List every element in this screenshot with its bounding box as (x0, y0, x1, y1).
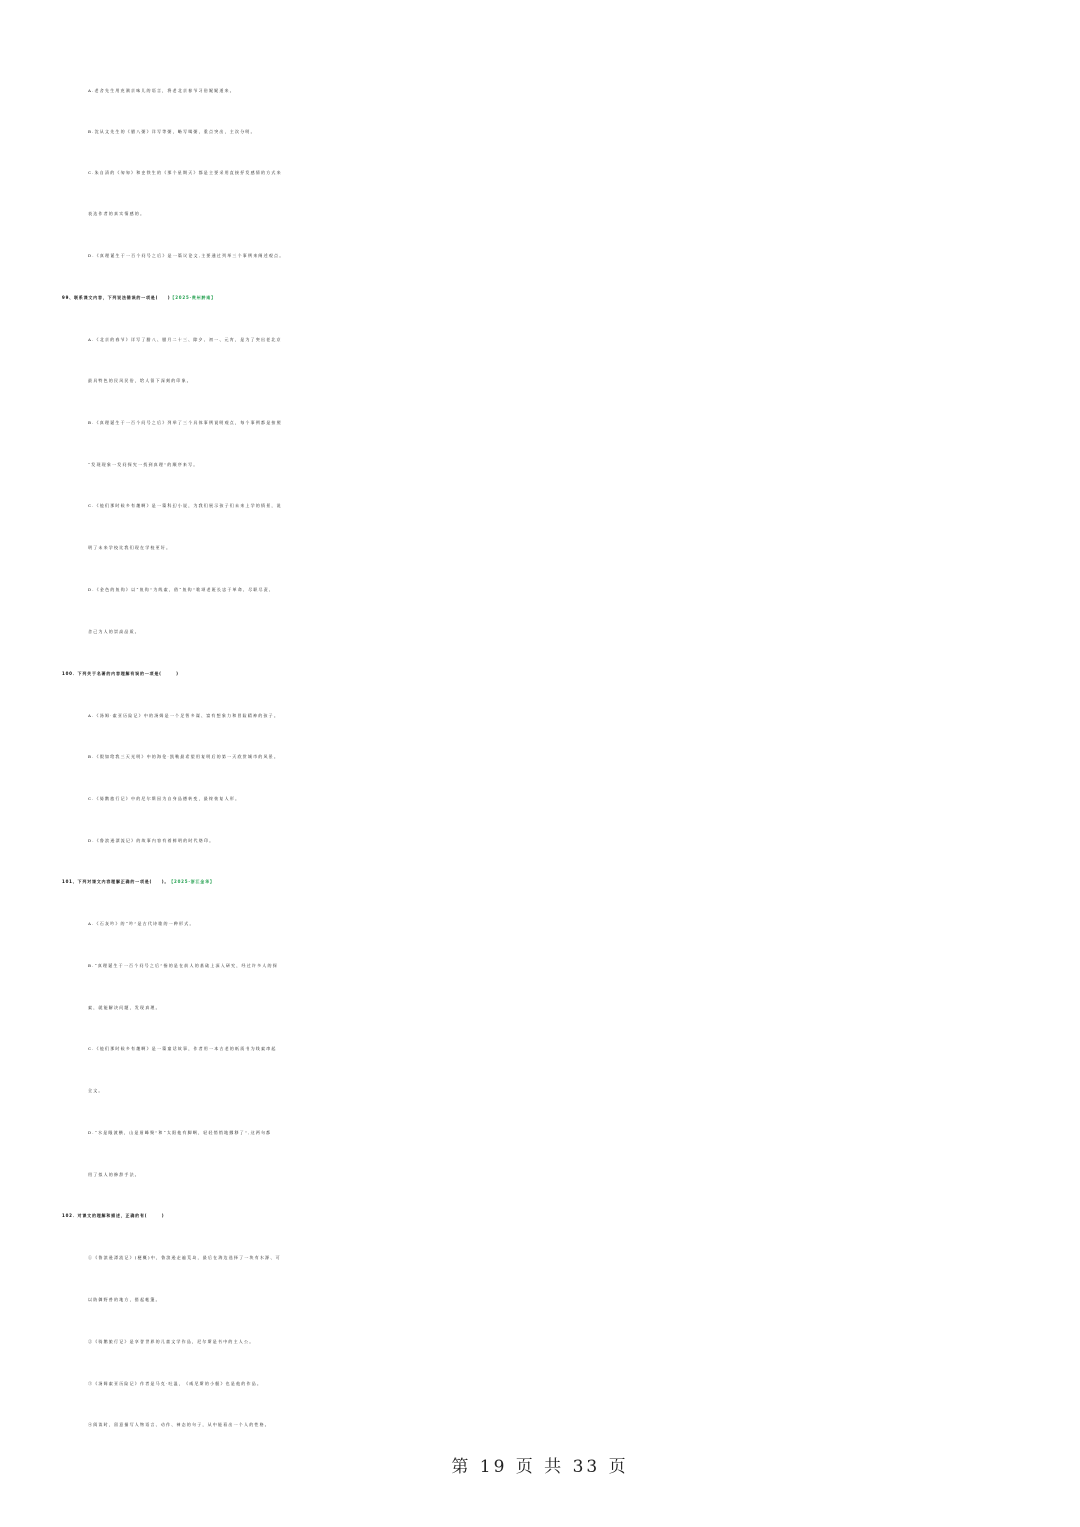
question-99-stem (0, 283, 1080, 313)
q101-option-c-line2: 全文。 (88, 1088, 104, 1093)
q99-option-b-line2: “发现现象一发问探究一找到真理”的顺序来写。 (88, 462, 199, 467)
question-101-stem (0, 867, 1080, 897)
q99-option-c-line2: 明了未来学校比我们现在学校更好。 (88, 545, 172, 550)
question-101-text: 101、下列对课文内容理解正确的一项是( )。 (62, 879, 170, 884)
q101-option-c-line1: C.《他们那时候多有趣啊》是一篇童话故事，作者用一本古老的纸质书为线索串起 (88, 1046, 277, 1051)
q102-item-1-line2: 以防御野兽的地方，搭起帐篷。 (88, 1297, 161, 1302)
q98-option-d: D.《真理诞生于一百个问号之后》是一篇议论文,主要通过列举三个事例来阐述观点。 (88, 253, 285, 258)
q101-option-b-line2: 索，就能解决问题，发现真理。 (88, 1005, 161, 1010)
q98-option-c-line2: 表达作者的真实情感的。 (88, 211, 146, 216)
question-100-stem: 100．下列关于名著的内容理解有误的一项是( ) (62, 671, 179, 676)
q98-option-b: B.沈从文先生的《腊八粥》详写等粥，略写喝粥，重点突出，主次分明。 (88, 129, 256, 134)
q98-option-a: A.老舍先生用充满京味儿的语言，将老北京春节习俗娓娓道来。 (88, 88, 235, 93)
q99-option-d-line2: 舍己为人的崇高品质。 (88, 629, 140, 634)
q99-option-a-line2: 最具特色的民风民俗，给人留下深刻的印象。 (88, 378, 192, 383)
question-101-source-tag: 【2025·浙江金华】 (169, 879, 215, 884)
q100-option-a: A.《汤姆·索亚历险记》中的汤姆是一个足智多谋、富有想象力和冒险精神的孩子。 (88, 713, 280, 718)
q100-option-c: C.《骑鹅旅行记》中的尼尔斯因为自身品德转变，最终恢复人形。 (88, 796, 241, 801)
q99-option-d-line1: D.《金色的鱼钩》以“鱼钩”为线索，借“鱼钩”歌颂老班长忠于革命、尽职尽责、 (88, 587, 275, 592)
q102-item-3: ③《汤姆索亚历险记》作者是马克·吐温，《威尼斯的小艇》也是他的作品。 (88, 1381, 263, 1386)
q98-option-c-line1: C.朱自清的《匆匆》和史铁生的《那个星期天》都是主要采用直接抒发感情的方式来 (88, 170, 282, 175)
question-102-stem: 102．对课文的理解和描述，正确的有( ) (62, 1213, 165, 1218)
q100-option-b: B.《假如给我三天光明》中的海伦·凯勒最希望用复明后的第一天欣赏城市的风景。 (88, 754, 280, 759)
q101-option-b-line1: B.“真理诞生于一百个问号之后”指的是在前人的基础上深入研究，经过许多人的探 (88, 963, 278, 968)
question-99-text: 99、联系课文内容，下列说法错误的一项是( ) (62, 295, 171, 300)
q99-option-c-line1: C.《他们那时候多有趣啊》是一篇科幻小说，为我们展示孩子们未来上学的情景，说 (88, 503, 282, 508)
q102-item-4: ④阅读时，留意描写人物语言、动作、神态的句子，从中能看出一个人的性格。 (88, 1422, 270, 1427)
q102-item-2: ②《骑鹅旅行记》是享誉世界的儿童文学作品，尼尔斯是书中的主人公。 (88, 1339, 255, 1344)
q100-option-d: D.《鲁滨逊漂流记》的故事内容有着鲜明的时代烙印。 (88, 838, 215, 843)
q102-item-1-line1: ①《鲁滨逊漂流记》(梗概)中，鲁滨逊走遍荒岛，最后在海边选择了一块有水源、可 (88, 1255, 281, 1260)
question-99-source-tag: 【2025·贵州黔南】 (170, 295, 216, 300)
q101-option-d-line1: D.“水是眼波横，山是眉峰聚”和“太阳他有脚啊，轻轻悄悄地挪移了”,这两句都 (88, 1130, 272, 1135)
q99-option-a-line1: A.《北京的春节》详写了腊八、腊月二十三、除夕、初一、元宵，是为了突出老北京 (88, 337, 282, 342)
q101-option-a: A.《石灰吟》的“吟”是古代诗歌的一种形式。 (88, 921, 195, 926)
q101-option-d-line2: 用了拟人的修辞手法。 (88, 1172, 140, 1177)
q99-option-b-line1: B.《真理诞生于一百个问号之后》列举了三个具体事例说明观点，每个事例都是按照 (88, 420, 282, 425)
page-number: 第 19 页 共 33 页 (451, 1457, 629, 1477)
